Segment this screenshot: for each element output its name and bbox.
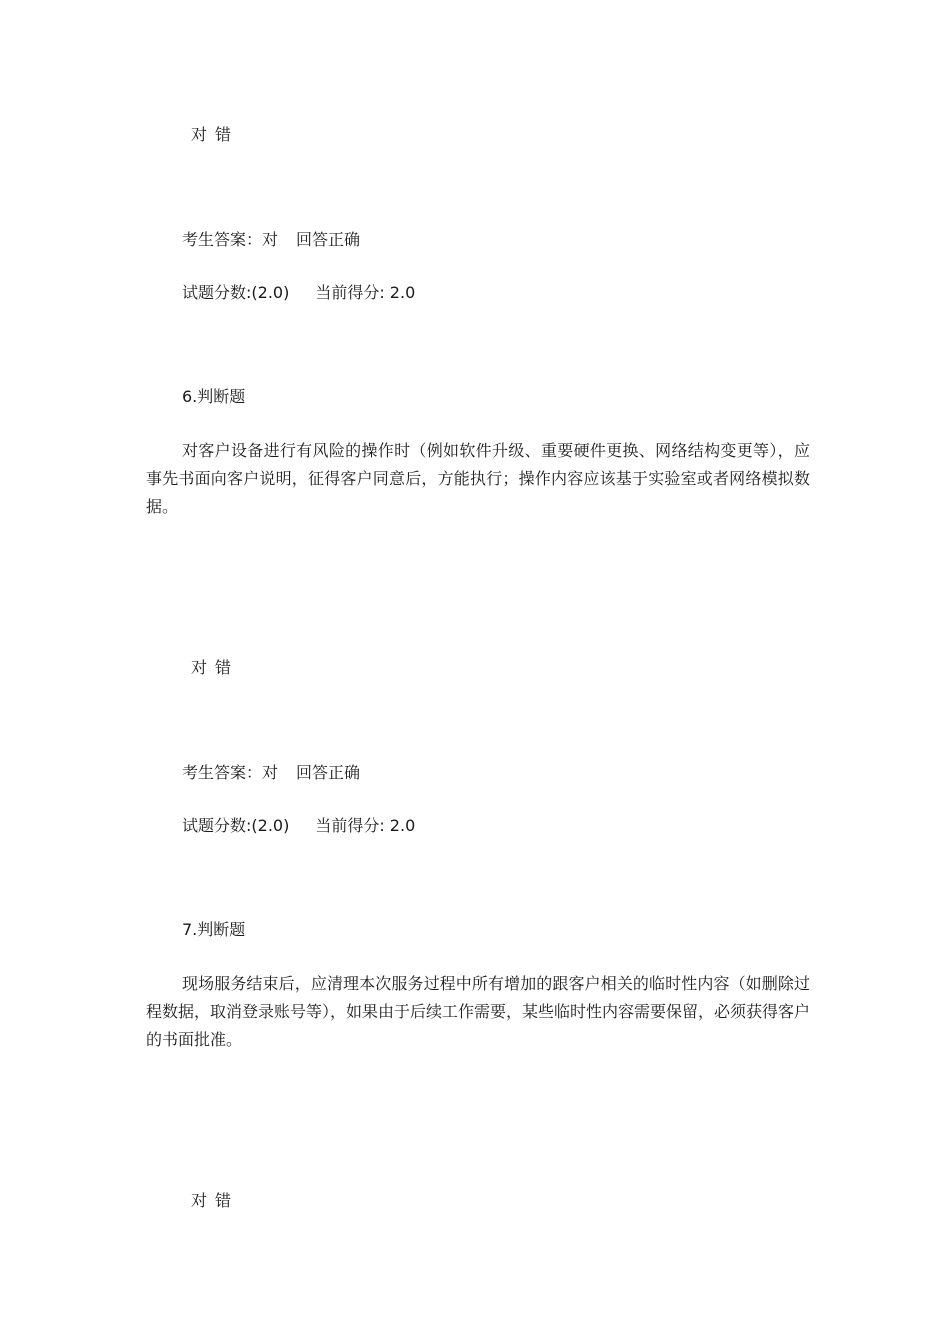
q5-options — [191, 125, 231, 145]
q6-option-true[interactable]: 对 — [191, 658, 208, 677]
q6-score-label: 试题分数:(2.0) — [182, 816, 290, 835]
q7-option-true[interactable]: 对 — [191, 1191, 208, 1210]
q5-score-label: 试题分数:(2.0) — [182, 283, 290, 302]
q5-answer-status: 回答正确 — [296, 230, 361, 249]
q7-option-false[interactable]: 错 — [215, 1191, 232, 1210]
q6-answer-label: 考生答案：对 — [182, 763, 279, 782]
q5-answer-line — [182, 230, 360, 250]
q5-option-true[interactable]: 对 — [191, 125, 208, 144]
q7-options — [191, 1191, 231, 1211]
q7-title: 7.判断题 — [182, 920, 246, 939]
q6-answer-line — [182, 763, 360, 783]
q6-title: 6.判断题 — [182, 387, 246, 406]
q5-score-line — [182, 283, 415, 303]
q6-options — [191, 658, 231, 678]
q6-answer-status: 回答正确 — [296, 763, 361, 782]
q6-score-line — [182, 816, 415, 836]
q6-option-false[interactable]: 错 — [215, 658, 232, 677]
q5-current-score: 当前得分: 2.0 — [315, 283, 416, 302]
q5-answer-label: 考生答案：对 — [182, 230, 279, 249]
q7-text: 现场服务结束后，应清理本次服务过程中所有增加的跟客户相关的临时性内容（如删除过程数据，取消登录账号等），如果由于后续工作需要，某些临时性内容需要保留，必须获得客户的书面批准。 — [146, 974, 811, 1049]
q6-text: 对客户设备进行有风险的操作时（例如软件升级、重要硬件更换、网络结构变更等），应事先书面向客户说明，征得客户同意后，方能执行；操作内容应该基于实验室或者网络模拟数据。 — [146, 441, 810, 516]
q5-option-false[interactable]: 错 — [215, 125, 232, 144]
q6-current-score: 当前得分: 2.0 — [315, 816, 416, 835]
